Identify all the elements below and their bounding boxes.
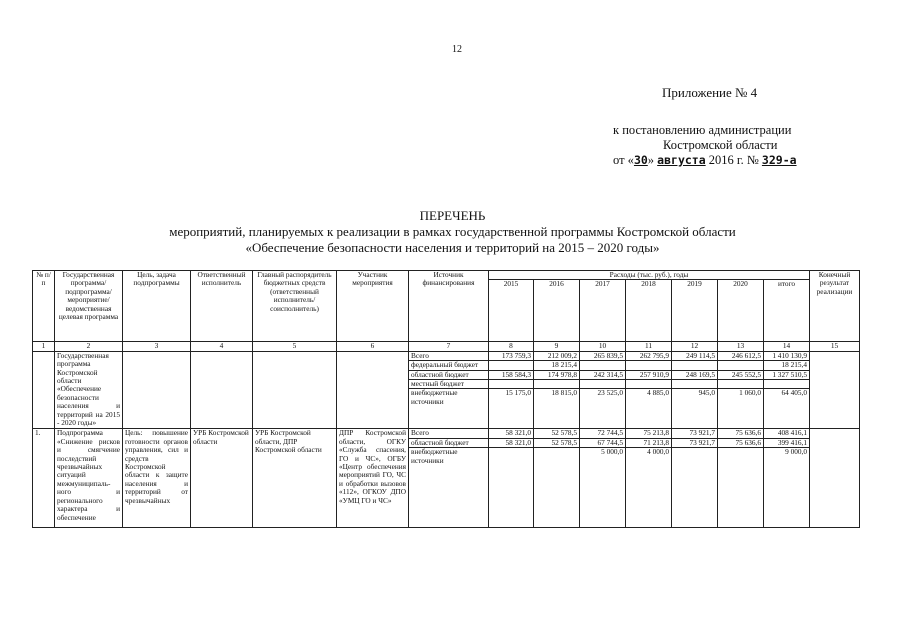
heading-line-1: мероприятий, планируемых к реализации в рамках государственной программы Костромской области bbox=[169, 224, 736, 239]
col-number: 9 bbox=[534, 342, 580, 351]
header-source: Источник финансирования bbox=[409, 271, 489, 342]
header-executor: Ответственный исполнитель bbox=[191, 271, 253, 342]
date-prefix: от « bbox=[613, 153, 634, 167]
value-cell: 58 321,0 bbox=[489, 429, 534, 438]
value-cell: 15 175,0 bbox=[489, 389, 534, 429]
header-year-2018: 2018 bbox=[626, 280, 672, 342]
value-cell bbox=[672, 361, 718, 370]
header-year-2017: 2017 bbox=[580, 280, 626, 342]
subprogram-goal: Цель: повышение готовности органов управления, сил и средств Костромской области к защите населения и территорий от чрезвычайных bbox=[123, 429, 191, 528]
col-number: 13 bbox=[718, 342, 764, 351]
col-number: 6 bbox=[337, 342, 409, 351]
col-number: 5 bbox=[253, 342, 337, 351]
value-cell bbox=[580, 361, 626, 370]
value-cell bbox=[672, 380, 718, 389]
decree-month: августа bbox=[657, 153, 706, 167]
subprogram-result-cell bbox=[810, 429, 860, 528]
value-cell: 64 405,0 bbox=[764, 389, 810, 429]
value-cell: 73 921,7 bbox=[672, 438, 718, 447]
value-cell: 52 578,5 bbox=[534, 429, 580, 438]
value-cell: 4 885,0 bbox=[626, 389, 672, 429]
col-number: 14 bbox=[764, 342, 810, 351]
value-cell: 4 000,0 bbox=[626, 448, 672, 528]
value-cell bbox=[580, 380, 626, 389]
value-cell: 246 612,5 bbox=[718, 351, 764, 360]
value-cell: 265 839,5 bbox=[580, 351, 626, 360]
value-cell: 75 213,8 bbox=[626, 429, 672, 438]
document-heading bbox=[0, 208, 905, 256]
header-num: № п/п bbox=[33, 271, 55, 342]
value-cell: 248 169,5 bbox=[672, 370, 718, 379]
decree-reference bbox=[613, 123, 797, 168]
value-cell bbox=[672, 448, 718, 528]
heading-line-2: «Обеспечение безопасности населения и территорий на 2015 – 2020 годы» bbox=[245, 240, 660, 255]
value-cell: 9 000,0 bbox=[764, 448, 810, 528]
col-number: 3 bbox=[123, 342, 191, 351]
subprogram-manager: УРБ Костромской области, ДПР Костромской области bbox=[253, 429, 337, 528]
value-cell bbox=[534, 448, 580, 528]
header-year-2016: 2016 bbox=[534, 280, 580, 342]
value-cell bbox=[718, 361, 764, 370]
value-cell: 408 416,1 bbox=[764, 429, 810, 438]
decree-line-1: к постановлению администрации bbox=[613, 123, 792, 137]
value-cell: 18 815,0 bbox=[534, 389, 580, 429]
col-number: 15 bbox=[810, 342, 860, 351]
subprogram-name: Подпрограмма «Снижение рисков и смягчение последствий чрезвычайных ситуаций межмуниципаль-ного и регионального характера и обеспечение bbox=[55, 429, 123, 528]
col-number: 1 bbox=[33, 342, 55, 351]
value-cell: 67 744,5 bbox=[580, 438, 626, 447]
col-number: 11 bbox=[626, 342, 672, 351]
value-cell: 945,0 bbox=[672, 389, 718, 429]
program-participant-cell bbox=[337, 351, 409, 429]
header-total: итого bbox=[764, 280, 810, 342]
value-cell: 212 009,2 bbox=[534, 351, 580, 360]
measures-table bbox=[32, 270, 860, 528]
header-year-2020: 2020 bbox=[718, 280, 764, 342]
value-cell bbox=[626, 361, 672, 370]
value-cell: 262 795,9 bbox=[626, 351, 672, 360]
header-result: Конечный результат реализации bbox=[810, 271, 860, 342]
value-cell bbox=[718, 380, 764, 389]
decree-year: 2016 г. № bbox=[708, 153, 759, 167]
value-cell: 242 314,5 bbox=[580, 370, 626, 379]
decree-line-2: Костромской области bbox=[663, 138, 778, 152]
value-cell: 1 410 130,9 bbox=[764, 351, 810, 360]
value-cell bbox=[626, 380, 672, 389]
funding-source: внебюджетные источники bbox=[409, 389, 489, 429]
header-year-2019: 2019 bbox=[672, 280, 718, 342]
funding-source: областной бюджет bbox=[409, 370, 489, 379]
value-cell: 1 327 510,5 bbox=[764, 370, 810, 379]
value-cell: 245 552,5 bbox=[718, 370, 764, 379]
appendix-title: Приложение № 4 bbox=[662, 85, 758, 100]
value-cell bbox=[718, 448, 764, 528]
header-program: Государственная программа/ подпрограмма/ мероприятие/ ведомственная целевая программа bbox=[55, 271, 123, 342]
value-cell: 249 114,5 bbox=[672, 351, 718, 360]
value-cell: 5 000,0 bbox=[580, 448, 626, 528]
value-cell: 75 636,6 bbox=[718, 438, 764, 447]
value-cell: 75 636,6 bbox=[718, 429, 764, 438]
funding-source: Всего bbox=[409, 429, 489, 438]
value-cell bbox=[489, 448, 534, 528]
program-num-cell bbox=[33, 351, 55, 429]
header-goal: Цель, задача подпрограммы bbox=[123, 271, 191, 342]
value-cell: 18 215,4 bbox=[534, 361, 580, 370]
header-year-2015: 2015 bbox=[489, 280, 534, 342]
value-cell: 18 215,4 bbox=[764, 361, 810, 370]
value-cell: 174 978,8 bbox=[534, 370, 580, 379]
funding-source: областной бюджет bbox=[409, 438, 489, 447]
value-cell: 73 921,7 bbox=[672, 429, 718, 438]
subprogram-num: 1. bbox=[33, 429, 55, 528]
program-result-cell bbox=[810, 351, 860, 429]
heading-title: ПЕРЕЧЕНЬ bbox=[419, 208, 486, 223]
value-cell bbox=[764, 380, 810, 389]
header-expenses: Расходы (тыс. руб.), годы bbox=[489, 271, 810, 280]
funding-source: Всего bbox=[409, 351, 489, 360]
col-number: 4 bbox=[191, 342, 253, 351]
decree-day: 30 bbox=[633, 153, 648, 167]
column-number-row bbox=[33, 342, 860, 351]
value-cell: 71 213,8 bbox=[626, 438, 672, 447]
col-number: 7 bbox=[409, 342, 489, 351]
program-goal-cell bbox=[123, 351, 191, 429]
value-cell: 257 910,9 bbox=[626, 370, 672, 379]
value-cell: 72 744,5 bbox=[580, 429, 626, 438]
subprogram-participant: ДПР Костромской области, ОГКУ «Служба спасения, ГО и ЧС», ОГБУ «Центр обеспечения мероприятий ГО, ЧС и обработки вызовов «112», ОГКОУ ДПО «УМЦ ГО и ЧС» bbox=[337, 429, 409, 528]
funding-source: местный бюджет bbox=[409, 380, 489, 389]
funding-source: федеральный бюджет bbox=[409, 361, 489, 370]
col-number: 10 bbox=[580, 342, 626, 351]
program-name: Государственная программа Костромской области «Обеспечение безопасности населения и территорий на 2015 - 2020 годы» bbox=[55, 351, 123, 429]
program-executor-cell bbox=[191, 351, 253, 429]
table-row bbox=[33, 429, 860, 438]
col-number: 2 bbox=[55, 342, 123, 351]
value-cell bbox=[489, 380, 534, 389]
col-number: 12 bbox=[672, 342, 718, 351]
program-manager-cell bbox=[253, 351, 337, 429]
table-row bbox=[33, 351, 860, 360]
value-cell: 58 321,0 bbox=[489, 438, 534, 447]
decree-date-line bbox=[613, 153, 797, 168]
page-number: 12 bbox=[452, 44, 462, 55]
date-mid: » bbox=[647, 153, 655, 167]
decree-number: 329-а bbox=[761, 153, 797, 167]
value-cell: 1 060,0 bbox=[718, 389, 764, 429]
header-manager: Главный распорядитель бюджетных средств (ответственный исполнитель/ соисполнитель) bbox=[253, 271, 337, 342]
header-participant: Участник мероприятия bbox=[337, 271, 409, 342]
value-cell: 158 584,3 bbox=[489, 370, 534, 379]
value-cell bbox=[534, 380, 580, 389]
value-cell: 399 416,1 bbox=[764, 438, 810, 447]
value-cell: 52 578,5 bbox=[534, 438, 580, 447]
value-cell bbox=[489, 361, 534, 370]
subprogram-executor: УРБ Костромской области bbox=[191, 429, 253, 528]
value-cell: 23 525,0 bbox=[580, 389, 626, 429]
col-number: 8 bbox=[489, 342, 534, 351]
funding-source: внебюджетные источники bbox=[409, 448, 489, 528]
value-cell: 173 759,3 bbox=[489, 351, 534, 360]
